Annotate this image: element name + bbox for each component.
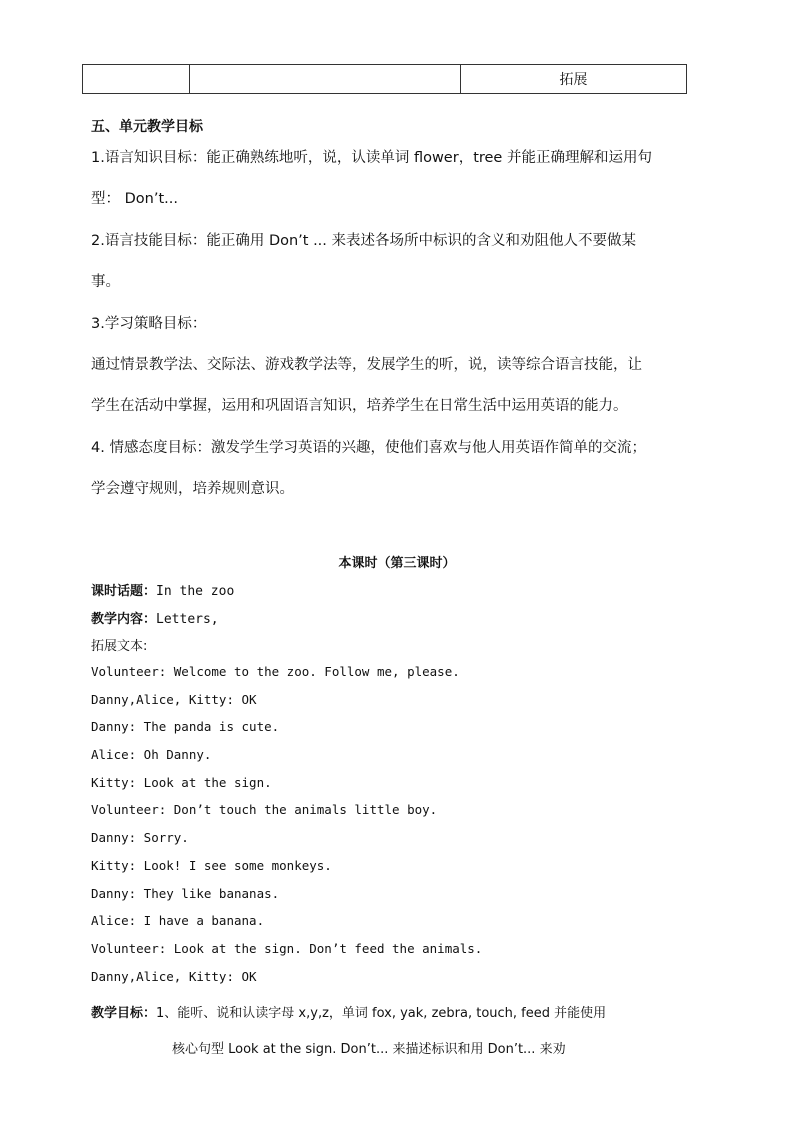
lesson-topic [91, 580, 234, 599]
goal-label: 教学目标： [91, 1006, 157, 1021]
teaching-goal [91, 1002, 606, 1021]
table-row [82, 64, 687, 94]
objective-emotional-attitude [91, 428, 711, 510]
dialogue-line: Kitty: Look at the sign. [91, 774, 272, 790]
objective-language-skills [91, 221, 711, 303]
paragraph-line: 学生在活动中掌握，运用和巩固语言知识，培养学生在日常生活中运用英语的能力。 [91, 398, 628, 414]
paragraph-line: 事。 [91, 274, 120, 290]
topic-value: In the zoo [156, 584, 235, 599]
content-value: Letters, [156, 612, 219, 627]
paragraph-line: 学会遵守规则，培养规则意识。 [91, 481, 294, 497]
paragraph-line: 2.语言技能目标：能正确用 Don’t ... 来表述各场所中标识的含义和劝阻他人不要做某 [91, 233, 637, 249]
dialogue-line: Danny: The panda is cute. [91, 719, 280, 735]
table-cell [190, 65, 461, 93]
goal-line-continued: 核心句型 Look at the sign. Don’t... 来描述标识和用 Don’t... 来劝 [172, 1042, 566, 1057]
paragraph-line: 3.学习策略目标： [91, 316, 207, 332]
section-heading: 五、单元教学目标 [91, 119, 203, 135]
table-cell-extension: 拓展 [559, 72, 588, 88]
objective-language-knowledge [91, 138, 711, 220]
dialogue-line: Volunteer: Look at the sign. Don’t feed the animals. [91, 940, 483, 956]
dialogue-line: Alice: I have a banana. [91, 913, 265, 929]
dialogue-line: Alice: Oh Danny. [91, 747, 212, 763]
dialogue-line: Danny,Alice, Kitty: OK [91, 691, 257, 707]
dialogue-list [91, 662, 482, 994]
topic-label: 课时话题： [91, 584, 157, 599]
dialogue-line: Danny: They like bananas. [91, 885, 280, 901]
paragraph-line: 4. 情感态度目标：激发学生学习英语的兴趣，使他们喜欢与他人用英语作简单的交流； [91, 440, 646, 456]
dialogue-line: Danny,Alice, Kitty: OK [91, 968, 257, 984]
paragraph-line: 1.语言知识目标：能正确熟练地听，说，认读单词 flower，tree 并能正确理解和运用句 [91, 150, 652, 166]
dialogue-line: Volunteer: Don’t touch the animals little boy. [91, 802, 438, 818]
lesson-title: 本课时（第三课时） [338, 556, 456, 571]
goal-line: 1、能听、说和认读字母 x,y,z，单词 fox, yak, zebra, touch, feed 并能使用 [156, 1006, 607, 1021]
dialogue-line: Volunteer: Welcome to the zoo. Follow me, please. [91, 664, 460, 679]
paragraph-line: 通过情景教学法、交际法、游戏教学法等，发展学生的听，说，读等综合语言技能，让 [91, 357, 642, 373]
content-label: 教学内容： [91, 612, 157, 627]
objective-learning-strategy [91, 304, 711, 427]
dialogue-line: Danny: Sorry. [91, 830, 189, 846]
paragraph-line: 型： Don’t... [91, 191, 178, 207]
dialogue-line: Kitty: Look! I see some monkeys. [91, 857, 332, 873]
extension-text-label: 拓展文本: [91, 639, 148, 654]
lesson-content [91, 608, 219, 627]
table-cell [83, 65, 190, 93]
